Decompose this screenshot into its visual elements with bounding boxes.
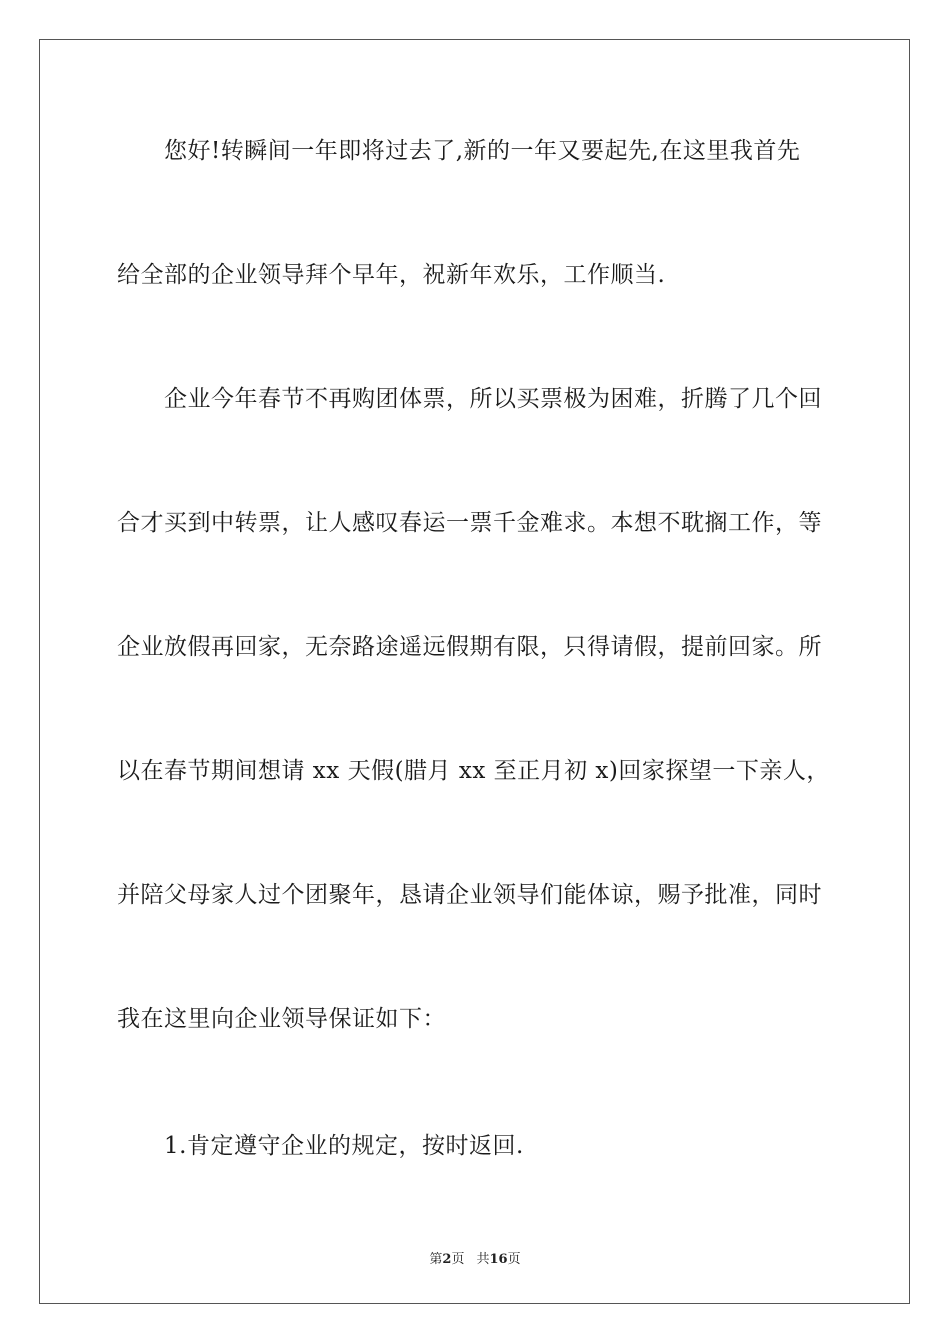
page-footer bbox=[0, 1248, 950, 1267]
paragraph-2-line-1: 企业今年春节不再购团体票，所以买票极为困难，折腾了几个回 bbox=[164, 386, 822, 412]
footer-page-prefix: 第 bbox=[429, 1252, 443, 1267]
paragraph-1-line-1: 您好!转瞬间一年即将过去了,新的一年又要起先,在这里我首先 bbox=[164, 138, 801, 164]
page-border bbox=[39, 39, 910, 1304]
paragraph-2-line-6: 我在这里向企业领导保证如下： bbox=[117, 1006, 446, 1032]
list-item-1: 1.肯定遵守企业的规定，按时返回. bbox=[164, 1133, 524, 1159]
paragraph-2-line-3: 企业放假再回家，无奈路途遥远假期有限，只得请假，提前回家。所 bbox=[117, 634, 822, 660]
footer-total-suffix: 页 bbox=[507, 1252, 521, 1267]
footer-page-current: 2 bbox=[442, 1252, 452, 1267]
footer-page-suffix: 页 bbox=[451, 1252, 465, 1267]
paragraph-2-line-4: 以在春节期间想请 xx 天假(腊月 xx 至正月初 x)回家探望一下亲人， bbox=[117, 758, 830, 784]
footer-page-total: 16 bbox=[489, 1252, 508, 1267]
paragraph-1-line-2: 给全部的企业领导拜个早年，祝新年欢乐，工作顺当. bbox=[117, 262, 666, 288]
paragraph-2-line-5: 并陪父母家人过个团聚年，恳请企业领导们能体谅，赐予批准，同时 bbox=[117, 882, 822, 908]
footer-total-prefix: 共 bbox=[476, 1252, 490, 1267]
paragraph-2-line-2: 合才买到中转票，让人感叹春运一票千金难求。本想不耽搁工作，等 bbox=[117, 510, 822, 536]
